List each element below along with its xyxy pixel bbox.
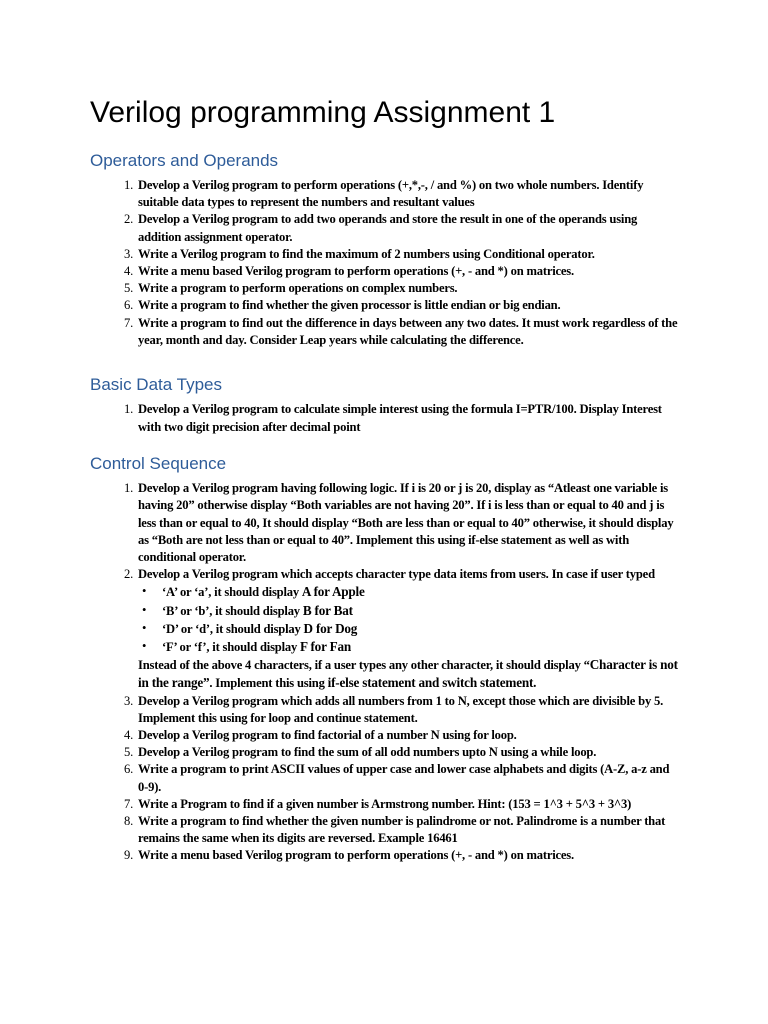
bullet-text: ‘F’ or ‘f’, it should display [162,639,301,654]
section-heading: Operators and Operands [90,150,279,170]
list-item: 1. Develop a Verilog program having following logic. If i is 20 or j is 20, display as “Atleast one variable is having 20” otherwise display “Both variables are not having 20”. If i is less than or equal to 40 and j is less than or equal to 40, It should display “Both are less than or equal to 40” otherwise, it should display as “Both are not less than or equal to 40”. Implement this using if-else statement as well as with conditional operator. [136,480,680,566]
bullet-emphasis: F for Fan [300,638,351,654]
list-item: 7. Write a Program to find if a given number is Armstrong number. Hint: (153 = 1^3 + 5^3 + 3^3) [136,796,680,813]
document-page [90,96,680,883]
bullet-item [142,638,680,656]
list-item-character-input [136,566,680,692]
bullet-emphasis: D for Dog [303,620,358,636]
bullet-list [138,583,680,656]
bullet-icon: • [142,602,147,617]
bullet-emphasis: B for Bat [302,602,353,618]
section-operators-and-operands [90,151,680,349]
list-item: 1. Develop a Verilog program to calculate simple interest using the formula I=PTR/100. Display Interest with two digit precision after decimal point [136,401,680,435]
list-item: 9. Write a menu based Verilog program to perform operations (+, - and *) on matrices. [136,847,680,864]
section-control-sequence [90,454,680,865]
bullet-item [142,583,680,601]
list-item: 1. Develop a Verilog program to perform operations (+,*,-, / and %) on two whole numbers. Identify suitable data types to represent the numbers and resultant values [136,177,680,211]
note-text: . Implement this using [209,676,328,691]
bullet-icon: • [142,620,147,635]
list-item: 5. Write a program to perform operations on complex numbers. [136,280,680,297]
list-item: 2. Develop a Verilog program to add two operands and store the result in one of the operands using addition assignment operator. [136,211,680,245]
list-item: 5. Develop a Verilog program to find the sum of all odd numbers upto N using a while loop. [136,744,680,761]
numbered-list [90,480,680,864]
list-item: 3. Develop a Verilog program which adds all numbers from 1 to N, except those which are divisible by 5. Implement this using for loop and continue statement. [136,693,680,727]
bullet-item [142,620,680,638]
note-emphasis: if-else statement and switch statement. [327,675,537,691]
numbered-list [90,177,680,349]
section-heading: Control Sequence [90,453,227,473]
bullet-icon: • [142,638,147,653]
list-item: 6. Write a program to find whether the given processor is little endian or big endian. [136,297,680,314]
list-item: 3. Write a Verilog program to find the maximum of 2 numbers using Conditional operator. [136,246,680,263]
bullet-text: ‘D’ or ‘d’, it should display [162,621,304,636]
document-title: Verilog programming Assignment 1 [90,96,556,129]
bullet-emphasis: A for Apple [301,584,365,600]
section-basic-data-types [90,375,680,436]
list-item-note [138,656,680,692]
note-text: Instead of the above 4 characters, if a user types any other character, it should display “ [138,658,590,673]
bullet-text: ‘B’ or ‘b’, it should display [162,603,303,618]
list-item: 8. Write a program to find whether the given number is palindrome or not. Palindrome is a number that remains the same when its digits are reversed. Example 16461 [136,813,680,847]
section-heading: Basic Data Types [90,374,222,394]
bullet-icon: • [142,584,147,599]
list-item: 7. Write a program to find out the difference in days between any two dates. It must work regardless of the year, month and day. Consider Leap years while calculating the difference. [136,315,680,349]
bullet-text: ‘A’ or ‘a’, it should display [162,585,302,600]
list-item-intro: Develop a Verilog program which accepts character type data items from users. In case if user typed [138,567,655,582]
list-item: 4. Develop a Verilog program to find factorial of a number N using for loop. [136,727,680,744]
numbered-list [90,401,680,435]
bullet-item [142,602,680,620]
list-item: 4. Write a menu based Verilog program to perform operations (+, - and *) on matrices. [136,263,680,280]
list-item: 6. Write a program to print ASCII values of upper case and lower case alphabets and digits (A-Z, a-z and 0-9). [136,761,680,795]
note-emphasis: Character is not in the range” [138,657,678,691]
